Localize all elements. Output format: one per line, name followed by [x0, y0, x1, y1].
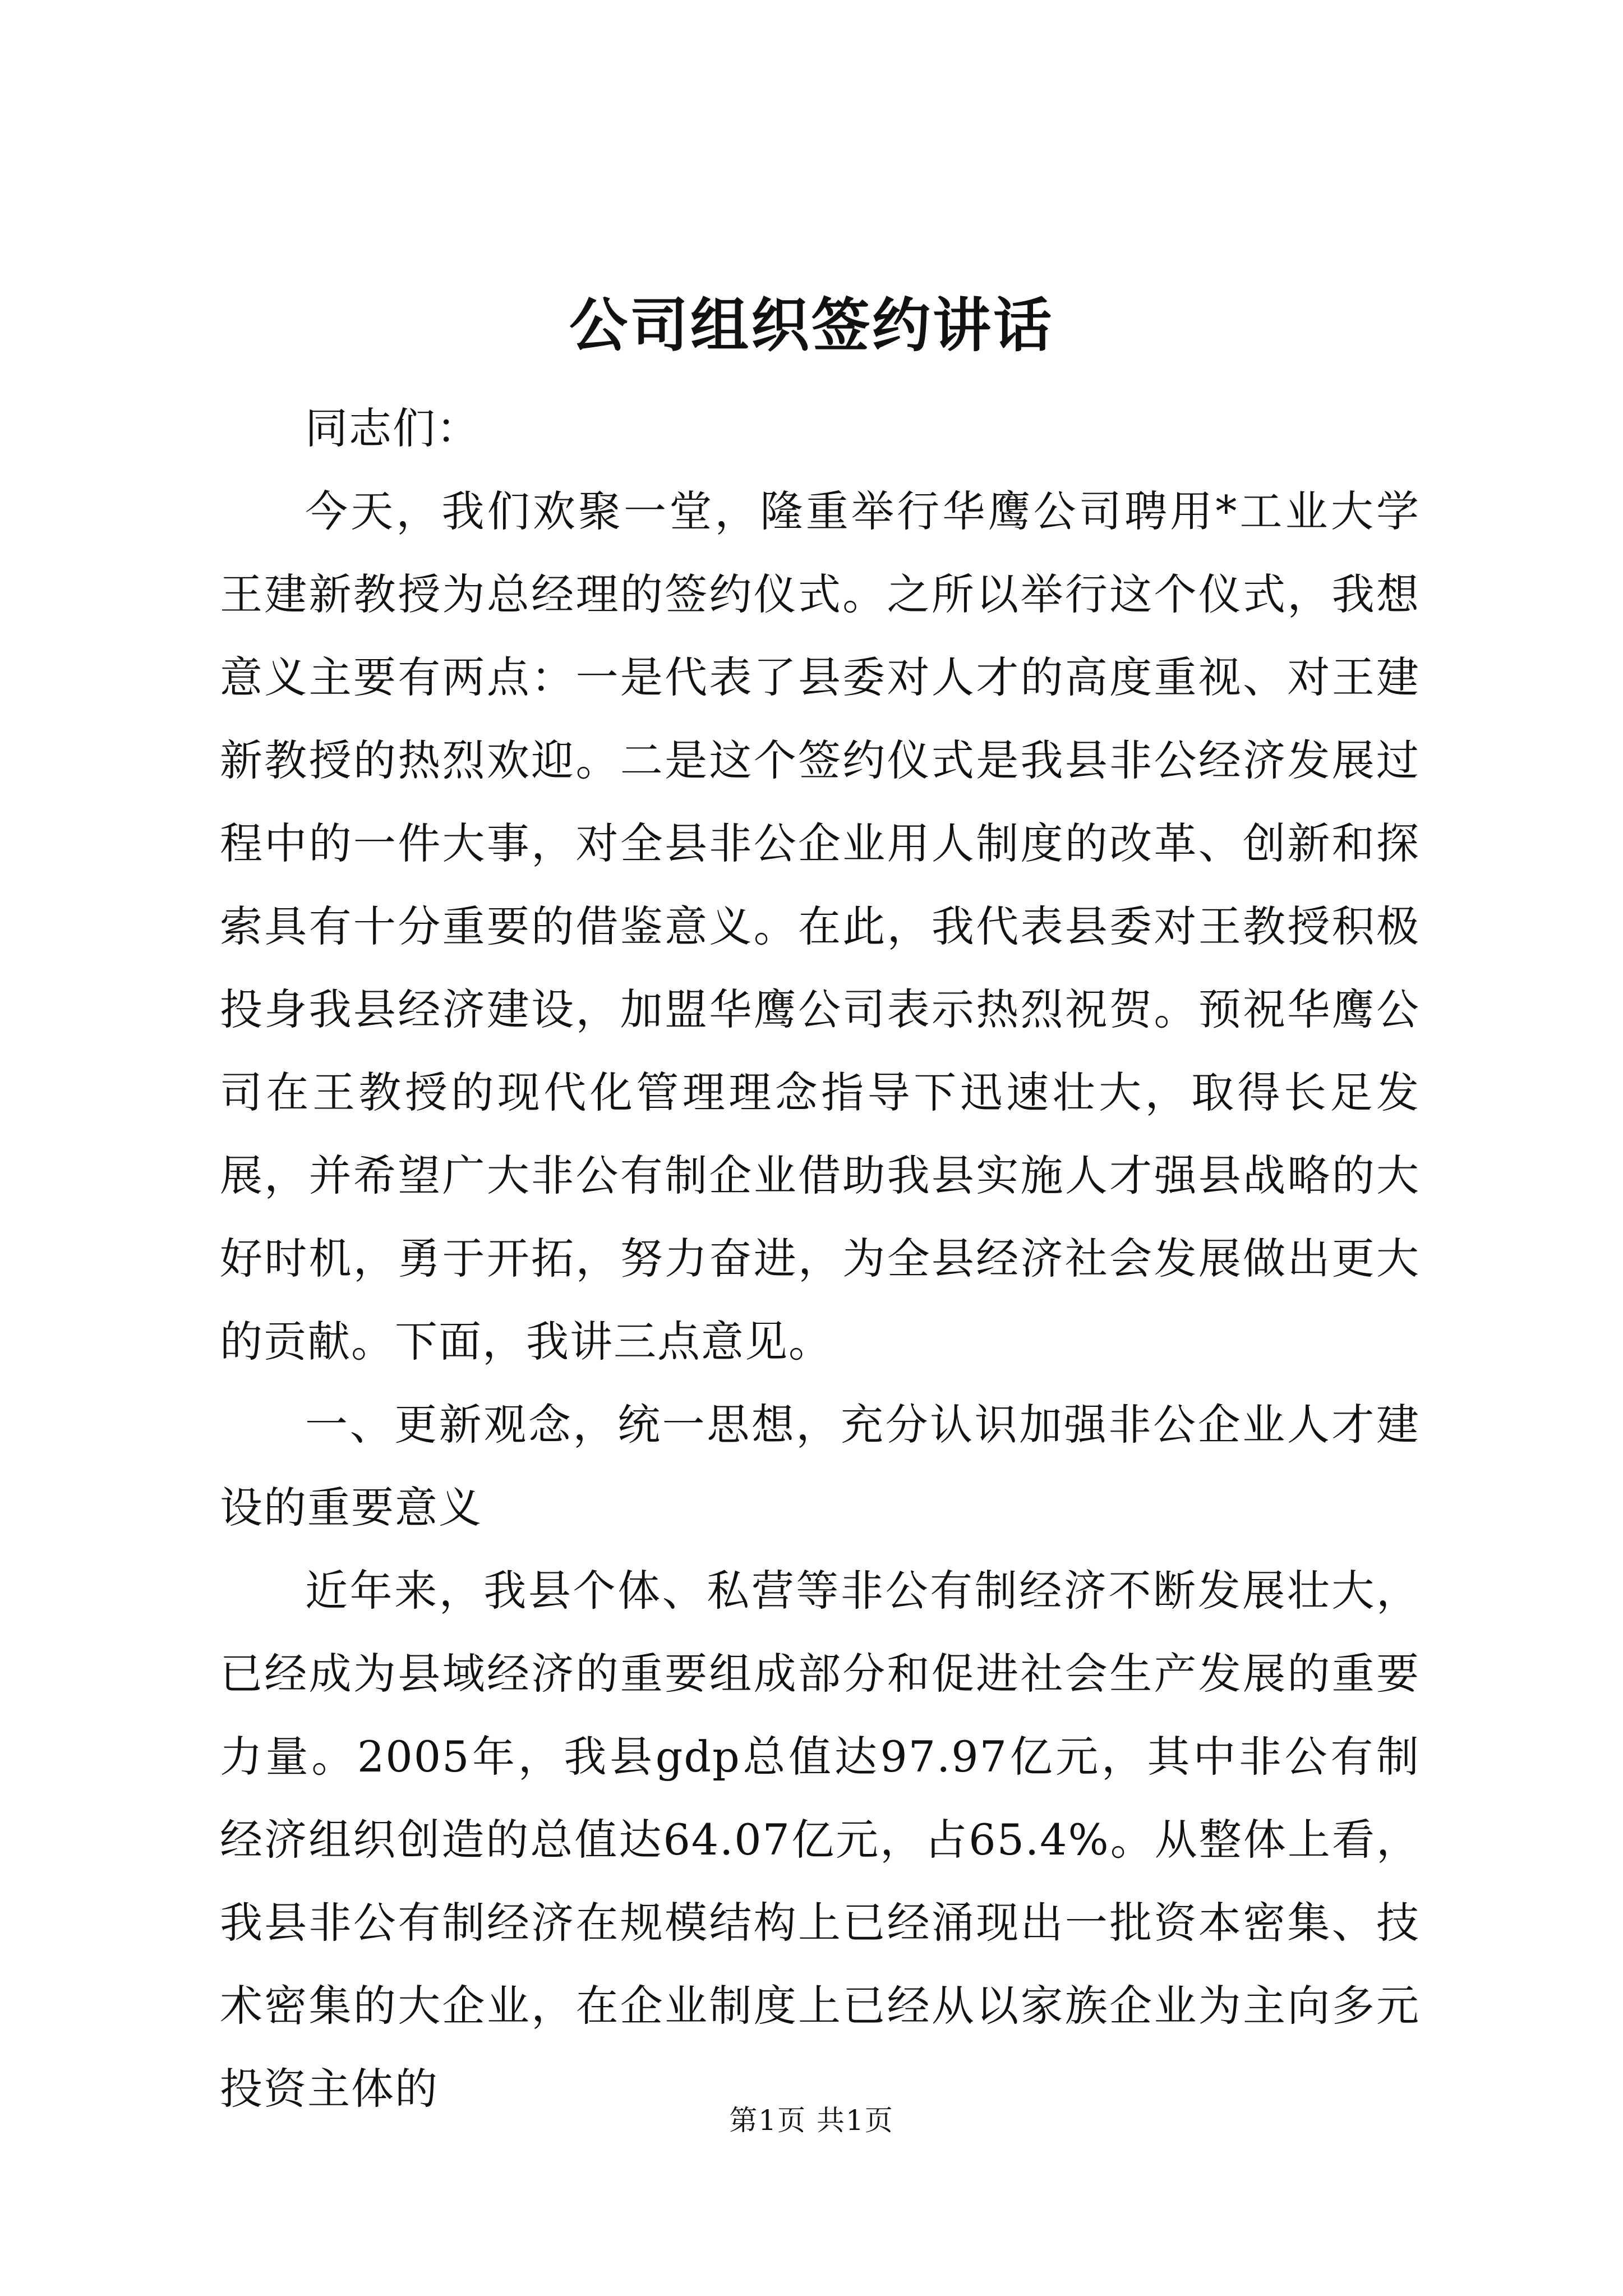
body-paragraph: 近年来，我县个体、私营等非公有制经济不断发展壮大，已经成为县域经济的重要组成部分和促进社会生产发展的重要力量。2005年，我县gdp总值达97.97亿元，其中非公有制经济组织创造的总值达64.07亿元，占65.4%。从整体上看，我县非公有制经济在规模结构上已经涌现出一批资本密集、技术密集的大企业，在企业制度上已经从以家族企业为主向多元投资主体的 — [220, 1566, 1420, 2114]
intro-paragraph: 今天，我们欢聚一堂，隆重举行华鹰公司聘用*工业大学王建新教授为总经理的签约仪式。之所以举行这个仪式，我想意义主要有两点：一是代表了县委对人才的高度重视、对王建新教授的热烈欢迎。二是这个签约仪式是我县非公经济发展过程中的一件大事，对全县非公企业用人制度的改革、创新和探索具有十分重要的借鉴意义。在此，我代表县委对王教授积极投身我县经济建设，加盟华鹰公司表示热烈祝贺。预祝华鹰公司在王教授的现代化管理理念指导下迅速壮大，取得长足发展，并希望广大非公有制企业借助我县实施人才强县战略的大好时机，勇于开拓，努力奋进，为全县经济社会发展做出更大的贡献。下面，我讲三点意见。 — [220, 486, 1420, 1366]
page-footer: 第1页 共1页 — [729, 2104, 894, 2137]
document-title: 公司组织签约讲话 — [569, 291, 1054, 360]
salutation-paragraph: 同志们： — [305, 403, 480, 453]
document-body — [220, 387, 1420, 2131]
section-heading-1: 一、更新观念，统一思想，充分认识加强非公企业人才建设的重要意义 — [220, 1400, 1420, 1533]
